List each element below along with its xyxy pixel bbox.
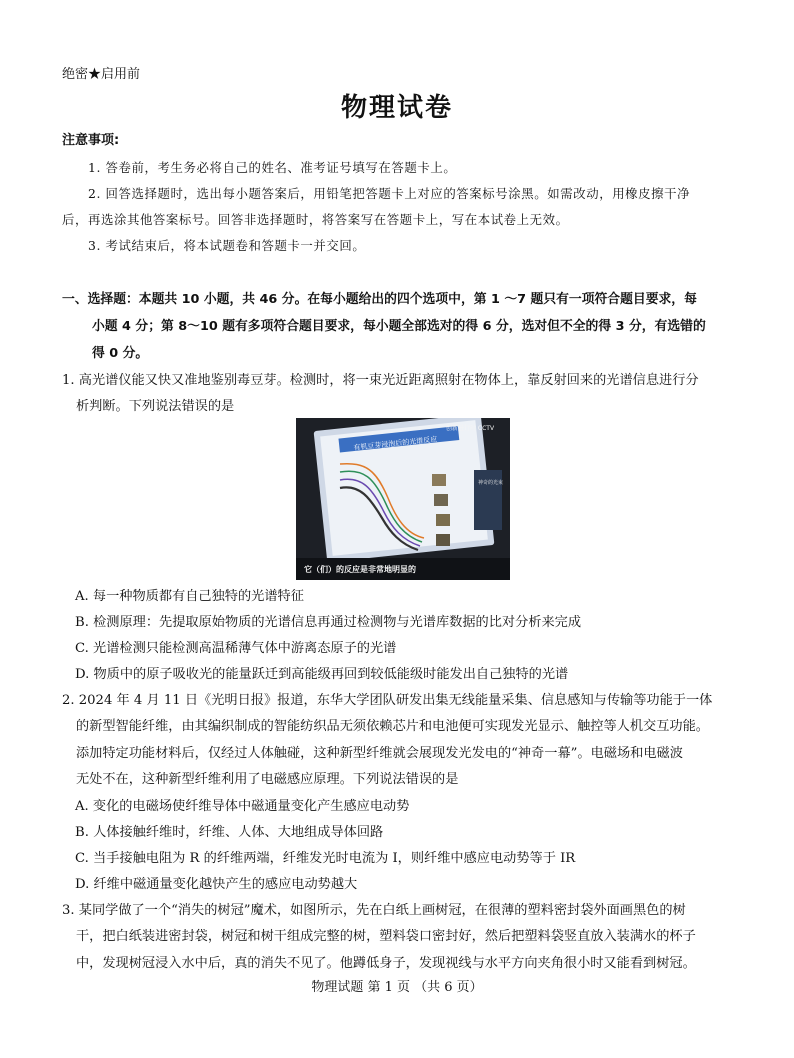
question-2-stem: 2. 2024 年 4 月 11 日《光明日报》报道，东华大学团队研发出集无线能量采集、信息感知与传输等功能于一体 的新型智能纤维，由其编织制成的智能纺织品无须依赖芯片和电池便可实现发光显示、触控等人机交互功能。 添加特定功能材料后，仅经过人体触碰，这种新型纤维就会展现发光发电的“神奇一幕”。电磁场和电磁波 无处不在，这种新型纤维利用了电磁感应原理。下列说法错误的是 <box>62 693 713 788</box>
q2-option-b: B. 人体接触纤维时，纤维、人体、大地组成导体回路 <box>75 825 384 840</box>
page-title: 物理试卷 <box>340 93 453 123</box>
q1-option-a: A. 每一种物质都有自己独特的光谱特征 <box>75 589 304 604</box>
q2-option-a: A. 变化的电磁场使纤维导体中磁通量变化产生感应电动势 <box>75 799 410 814</box>
side-label: 神奇的光束 <box>478 480 504 486</box>
question-3-stem: 3. 某同学做了一个“消失的树冠”魔术，如图所示，先在白纸上画树冠，在很薄的塑料密封袋外面画黑色的树 干，把白纸装进密封袋，树冠和树干组成完整的树，塑料袋口密封好，然后把塑料袋竖直放入装满水的杯子 中，发现树冠浸入水中后，真的消失不见了。他蹲低身子，发现视线与水平方向夹角很小时又能看到树冠。 <box>62 903 696 971</box>
notice-heading: 注意事项: <box>62 133 120 148</box>
screen-title: 有机豆芽浸泡后的光谱反应 <box>353 435 438 453</box>
page-footer: 物理试题 第 1 页 （共 6 页） <box>311 980 483 995</box>
q2-option-c: C. 当手接触电阻为 R 的纤维两端，纤维发光时电流为 I，则纤维中感应电动势等于 IR <box>75 851 576 866</box>
confidential-mark: 绝密★启用前 <box>62 67 141 82</box>
q2-option-d: D. 纤维中磁通量变化越快产生的感应电动势越大 <box>75 877 358 892</box>
spectrum-photo-graphic <box>296 418 510 580</box>
spectrum-photo <box>296 418 510 580</box>
notice-item-2: 2. 回答选择题时，选出每小题答案后，用铅笔把答题卡上对应的答案标号涂黑。如需改动，用橡皮擦干净 <box>88 186 691 201</box>
question-1-stem: 1. 高光谱仪能又快又准地鉴别毒豆芽。检测时，将一束光近距离照射在物体上，靠反射回来的光谱信息进行分 析判断。下列说法错误的是 <box>62 373 699 415</box>
q1-option-c: C. 光谱检测只能检测高温稀薄气体中游离态原子的光谱 <box>75 641 397 656</box>
q1-option-d: D. 物质中的原子吸收光的能量跃迁到高能级再回到较低能级时能发出自己独特的光谱 <box>75 667 569 682</box>
notice-item-1: 1. 答卷前，考生务必将自己的姓名、准考证号填写在答题卡上。 <box>88 160 457 175</box>
section-heading: 一、选择题：本题共 10 小题，共 46 分。在每小题给出的四个选项中，第 1 ～7 题只有一项符合题目要求，每 小题 4 分；第 8～10 题有多项符合题目要求，每小题全部选对的得 6 分，选对但不全的得 3 分，有选错的 得 0 分。 <box>62 292 706 361</box>
notice-item-2-cont: 后，再选涂其他答案标号。回答非选择题时，将答案写在答题卡上，写在本试卷上无效。 <box>62 212 569 227</box>
notice-item-3: 3. 考试结束后，将本试题卷和答题卡一并交回。 <box>88 238 366 253</box>
q1-option-b: B. 检测原理：先提取原始物质的光谱信息再通过检测物与光谱库数据的比对分析来完成 <box>75 615 582 630</box>
tv-logo: 创新进行时 CCTV <box>446 425 495 432</box>
photo-caption: 它（们）的反应是非常地明显的 <box>304 565 416 574</box>
